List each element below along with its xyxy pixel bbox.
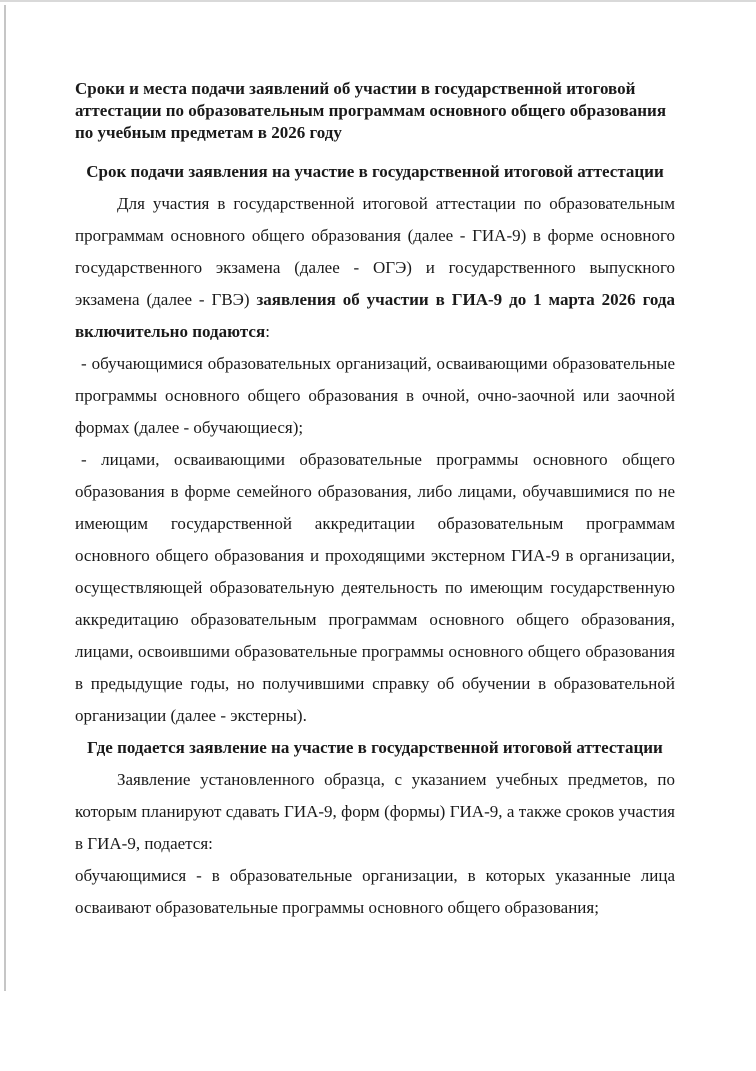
paragraph-students-where: обучающимися - в образовательные организации, в которых указанные лица осваивают образовательные программы основного общего образования; <box>75 866 675 917</box>
deadline-intro-normal-run: Для участия в государственной итоговой аттестации по образовательным программам основного общего образования (далее - ГИА-9) в форме основного государственного экзамена (далее - ОГЭ) и государственного выпускного экзамена (далее - ГВЭ) <box>75 194 675 309</box>
deadline-intro-bold-run: заявления об участии в ГИА-9 до 1 марта 2026 года включительно подаются <box>75 290 675 341</box>
paragraph-deadline-intro <box>75 188 675 348</box>
section-heading-deadline: Срок подачи заявления на участие в государственной итоговой аттестации <box>86 162 664 181</box>
page-edge-top <box>0 0 756 2</box>
document-page <box>75 78 675 924</box>
document-title: Сроки и места подачи заявлений об участии в государственной итоговой аттестации по образовательным программам основного общего образования по учебным предметам в 2026 году <box>75 79 667 142</box>
deadline-intro-tail-run: : <box>265 322 270 341</box>
section-heading-where: Где подается заявление на участие в государственной итоговой аттестации <box>87 738 663 757</box>
paragraph-application: Заявление установленного образца, с указанием учебных предметов, по которым планируют сдавать ГИА-9, форм (формы) ГИА-9, а также сроков участия в ГИА-9, подается: <box>75 770 675 853</box>
page-edge-left <box>4 5 6 991</box>
bullet-students: - обучающимися образовательных организаций, осваивающими образовательные программы основного общего образования в очной, очно-заочной или заочной формах (далее - обучающиеся); <box>75 354 675 437</box>
bullet-externs: - лицами, осваивающими образовательные программы основного общего образования в форме семейного образования, либо лицами, обучавшимися по не имеющим государственной аккредитации образовательным программам основного общего образования и проходящими экстерном ГИА-9 в организации, осуществляющей образовательную деятельность по имеющим государственную аккредитацию образовательным программам основного общего образования, лицами, освоившими образовательные программы основного общего образования в предыдущие годы, но получившими справку об обучении в образовательной организации (далее - экстерны). <box>75 450 675 725</box>
